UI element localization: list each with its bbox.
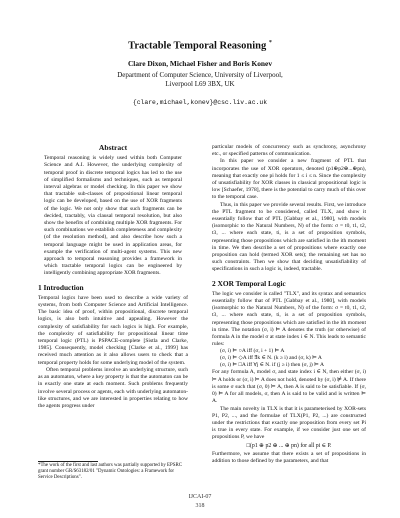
left-column [38, 144, 188, 410]
right-paragraph-3: Thus, in this paper we provide several results. First, we introduce the PTL fragment to be considered, called TLX, and show it essentially follow that of PTL [Gabbay et al., 1980], with models (isomorphic to the Natural Numbers, N) of the form: σ = t0, t1, t2, t3, ... where each state, ti, is a set of proposition symbols, representing those propositions which are satisfied in the ith moment in time. We then describe a set of propositions where exactly one proposition can hold (termed XOR sets); the remaining set has no such constraints. Then we show that deciding unsatisfiability of specifications in such a logic is, indeed, tractable. [212, 201, 366, 273]
page-number: 318 [195, 503, 205, 509]
right-column [212, 144, 366, 465]
abstract-text: Temporal reasoning is widely used within both Computer Science and A.I. However, the underlying complexity of temporal proof in discrete temporal logics has led to the use of simplified formalisms and techniques, such as temporal interval algebras or model checking. In this paper we show that tractable sub-classes of propositional linear temporal logic can be developed, based on the use of XOR fragments of the logic. We not only show that such fragments can be decided, tractably, via clausal temporal resolution, but also show the benefits of combining multiple XOR fragments. For such combinations we establish completeness and complexity (of the resolution method), and also describe how such a temporal language might be used in application areas, for example the verification of multi-agent systems. This new approach to temporal reasoning provides a framework in which tractable temporal logics can be engineered by intelligently combining appropriate XOR fragments. [44, 155, 182, 277]
right-paragraph-2: In this paper we consider a new fragment of PTL that incorporates the use of XOR operators, denoted (p1⊕p2⊕...⊕pn), meaning that exactly one pi holds for 1 ≤ i ≤ n. Since the complexity of unsatisfiability for XOR classes in classical propositional logic is low [Schaefer, 1978], there is the potential to carry much of this over to the temporal case. [212, 158, 366, 201]
intro-paragraph-1: Temporal logics have been used to describe a wide variety of systems, from both Computer Science and Artificial Intelligence. The basic idea of proof, within propositional, discrete temporal logics, is also both intuitive and appealing. However the complexity of satisfiability for such logics is high. For example, the complexity of satisfiability for propositional linear time temporal logic (PTL) is PSPACE-complete [Sistla and Clarke, 1985]. Consequently, model checking [Clarke et al., 1999] has received much attention as it also allows users to check that a temporal property holds for some underlying model of the system. [38, 294, 188, 366]
section-2-paragraph-3: The main novelty in TLX is that it is parameterised by XOR-sets P1, P2, ..., and the formulae of TLX(P1, P2, ...) are constructed under the restrictions that exactly one proposition from every set Pi is true in every state. For example, if we consider just one set of propositions P, we have [212, 405, 366, 441]
section-2-heading: 2 XOR Temporal Logic [212, 278, 286, 288]
title-text: Tractable Temporal Reasoning [128, 40, 267, 52]
section-2-paragraph-1: The logic we consider is called "TLX", and its syntax and semantics essentially follow that of PTL [Gabbay et al., 1980], with models (isomorphic to the Natural Numbers, N) of the form: σ = t0, t1, t2, t3, ... where each state, ti, is a set of proposition symbols, representing those propositions which are satisfied in the ith moment in time. The notation (σ, i) ⊨ A denotes the truth (or otherwise) of formula A in the model σ at state index i ∈ N. This leads to semantic rules: [212, 290, 366, 348]
affiliation-line-1: Department of Computer Science, University of Liverpool, [117, 71, 283, 79]
right-paragraph-1: particular models of concurrency such as synchrony, asynchrony etc., or specified patterns of communication. [212, 144, 366, 158]
section-2-paragraph-2: For any formula A, model σ, and state index i ∈ N, then either (σ, i) ⊨ A holds or (σ, i) ⊨ A does not hold, denoted by (σ, i) ⊭ A. If there is some σ such that (σ, 0) ⊨ A, then A is said to be satisfiable. If (σ, 0) ⊨ A for all models, σ, then A is said to be valid and is written ⊨ A. [212, 369, 366, 405]
semantic-rule-always: (σ, i) ⊨ □A iff ∀j ∈ N. if (j ≥ i) then (σ, j) ⊨ A [220, 362, 324, 369]
venue-footer: IJCAI-07 [188, 494, 212, 500]
intro-paragraph-2: Often temporal problems involve an underlying structure, such as an automaton, where a key property is that the automaton can be in exactly one state at each moment. Such problems frequently involve several process or agents, each with underlying automaton-like structures, and we are interested in properties relating to how the agents progress under [38, 366, 188, 409]
footnote: *The work of the first and last authors was partially supported by EPSRC grant number GR/S63182/01 "Dynamic Ontologies: a Framework for Service Descriptions". [38, 463, 182, 480]
affiliation-line-2: Liverpool L69 3BX, UK [165, 80, 235, 88]
paper-title [0, 40, 400, 52]
semantic-rule-sometime: (σ, i) ⊨ ◇A iff ∃k ∈ N. (k ≥ i) and (σ, k) ⊨ A [220, 355, 322, 362]
author-list: Clare Dixon, Michael Fisher and Boris Konev [127, 59, 273, 68]
title-footnote-mark: * [268, 40, 272, 46]
xor-formula: □(p1 ⊕ p2 ⊕ ... ⊕ pn) for all pi ∈ P. [246, 442, 332, 449]
footnote-rule [38, 461, 98, 462]
semantic-rule-next: (σ, i) ⊨ ○A iff (σ, i + 1) ⊨ A [220, 348, 285, 355]
intro-heading: 1 Introduction [38, 282, 84, 292]
abstract-heading: Abstract [98, 143, 128, 152]
section-2-paragraph-4: Furthermore, we assume that there exists a set of propositions in addition to those defined by the parameters, and that [212, 450, 366, 464]
author-emails: {clare,michael,konev}@csc.liv.ac.uk [132, 99, 268, 106]
